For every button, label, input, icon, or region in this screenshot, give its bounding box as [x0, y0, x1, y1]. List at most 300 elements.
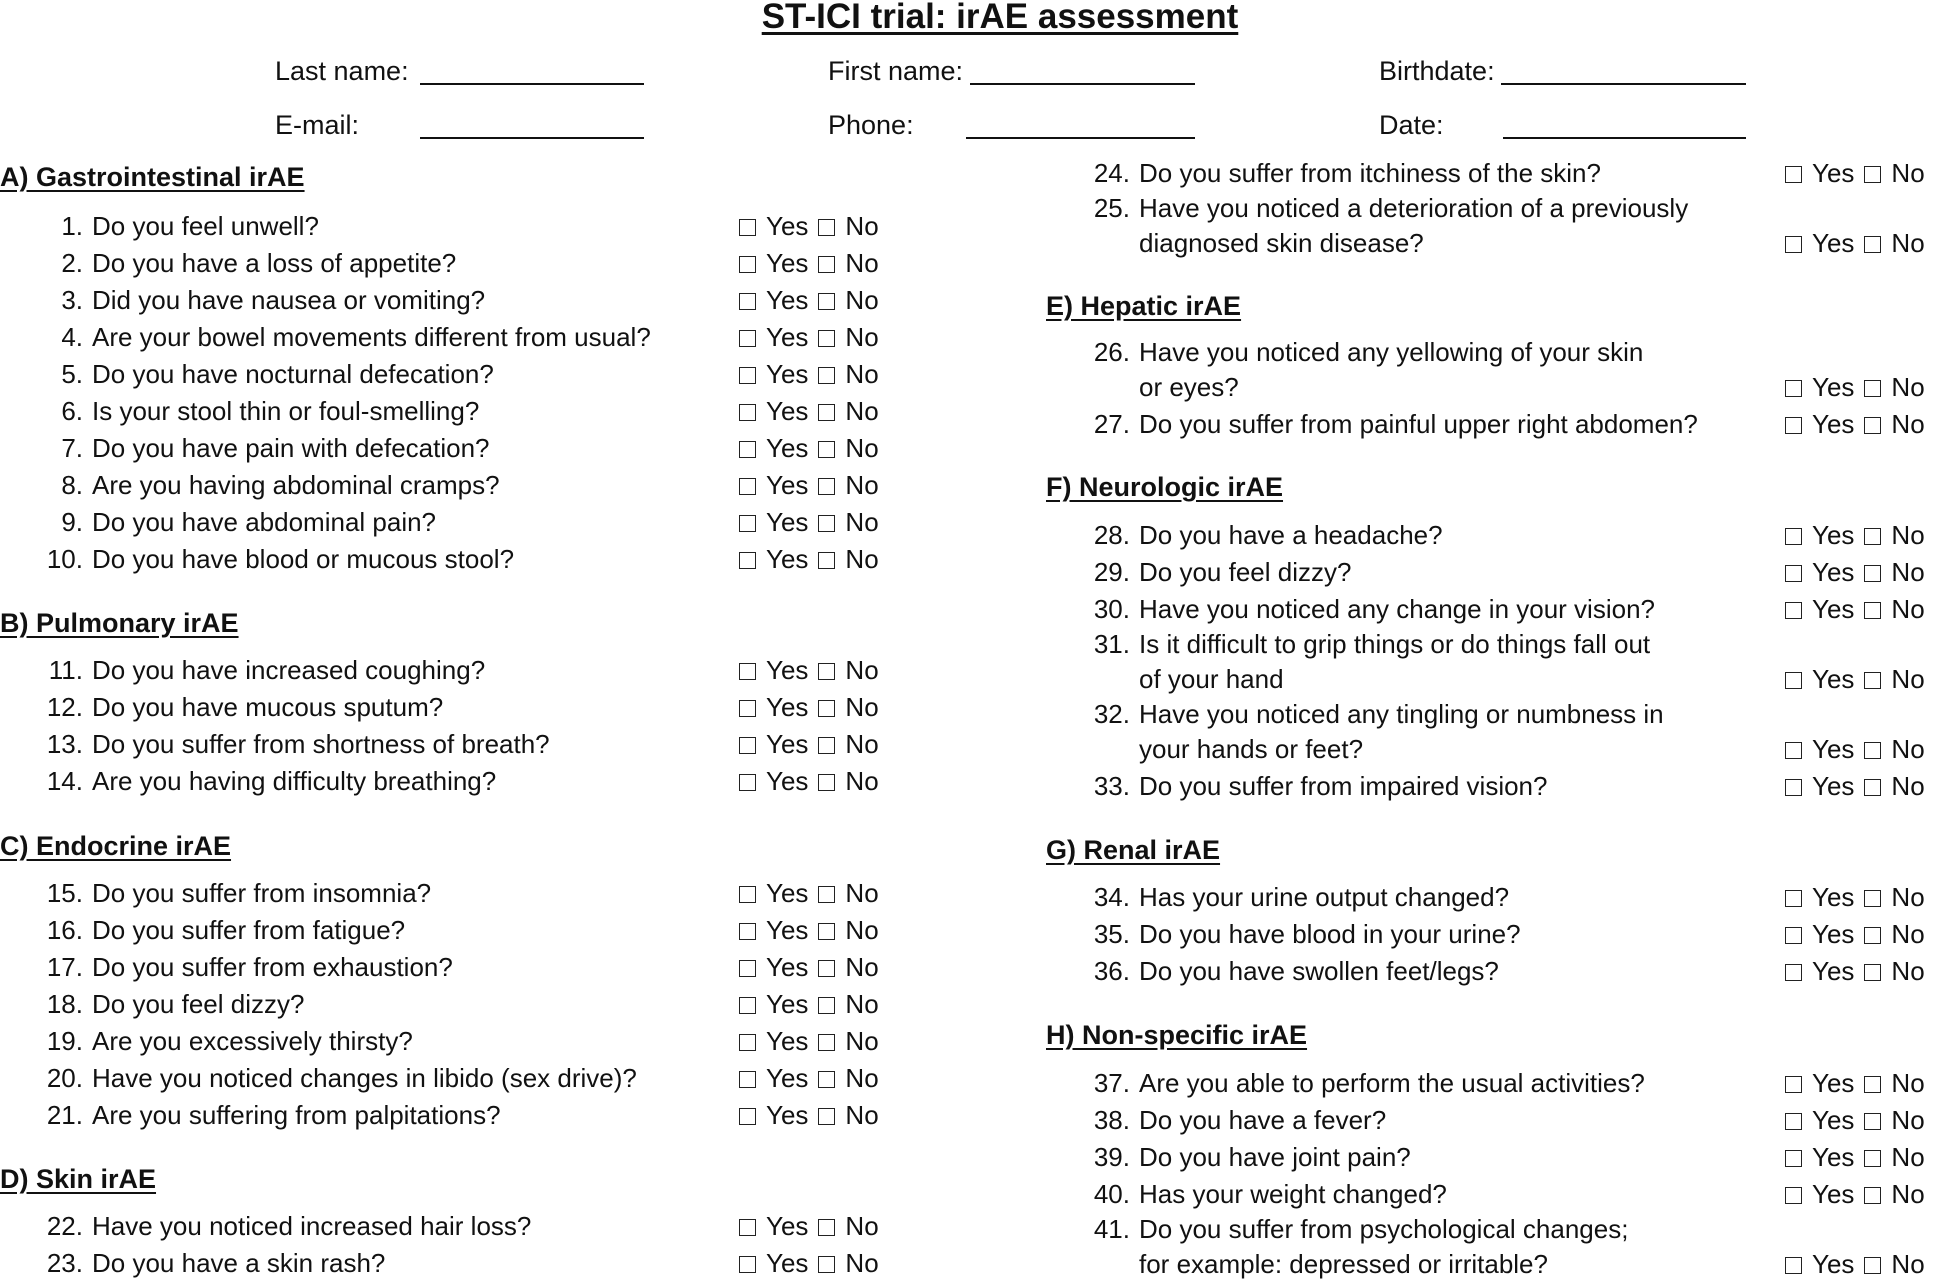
no-checkbox[interactable] [818, 774, 835, 791]
no-checkbox[interactable] [818, 552, 835, 569]
no-checkbox[interactable] [818, 1219, 835, 1236]
answer-options-q22 [739, 1211, 889, 1242]
no-checkbox[interactable] [1864, 1187, 1881, 1204]
last-name-label: Last name: [275, 56, 409, 86]
yes-checkbox[interactable] [1785, 672, 1802, 689]
no-label: No [1891, 919, 1925, 949]
section-g-heading: G) Renal irAE [1046, 835, 1221, 865]
no-checkbox[interactable] [1864, 779, 1881, 796]
yes-checkbox[interactable] [1785, 927, 1802, 944]
yes-checkbox[interactable] [739, 737, 756, 754]
no-checkbox[interactable] [818, 1256, 835, 1273]
question-text: Is your stool thin or foul-smelling? [92, 396, 480, 426]
no-label: No [845, 507, 879, 537]
section-h-heading: H) Non-specific irAE [1046, 1020, 1308, 1050]
question-text: Do you suffer from impaired vision? [1139, 771, 1548, 801]
no-checkbox[interactable] [818, 737, 835, 754]
yes-checkbox[interactable] [739, 1108, 756, 1125]
no-label: No [845, 433, 879, 463]
form-title: ST-ICI trial: irAE assessment [761, 0, 1239, 36]
no-label: No [845, 1248, 879, 1278]
question-number: 22. [46, 1211, 83, 1241]
answer-options-q16 [739, 915, 889, 946]
no-label: No [845, 359, 879, 389]
no-checkbox[interactable] [1864, 236, 1881, 253]
birthdate-input[interactable] [1501, 83, 1746, 85]
yes-label: Yes [1812, 557, 1855, 587]
question-number: 18. [46, 989, 83, 1019]
yes-label: Yes [1812, 520, 1855, 550]
no-label: No [1891, 557, 1925, 587]
question-text: Do you have increased coughing? [92, 655, 486, 685]
no-label: No [845, 285, 879, 315]
answer-options-q37 [1785, 1068, 1935, 1099]
question-text: Do you have swollen feet/legs? [1139, 956, 1499, 986]
yes-checkbox[interactable] [739, 1071, 756, 1088]
no-label: No [845, 470, 879, 500]
yes-label: Yes [766, 248, 809, 278]
question-number: 13. [46, 729, 83, 759]
question-number: 37. [1093, 1068, 1130, 1098]
yes-label: Yes [766, 544, 809, 574]
no-label: No [845, 396, 879, 426]
question-number: 24. [1093, 158, 1130, 188]
yes-label: Yes [1812, 594, 1855, 624]
question-text: Do you have nocturnal defecation? [92, 359, 494, 389]
yes-label: Yes [766, 1211, 809, 1241]
yes-checkbox[interactable] [739, 774, 756, 791]
yes-label: Yes [766, 655, 809, 685]
yes-checkbox[interactable] [739, 1034, 756, 1051]
yes-checkbox[interactable] [1785, 1187, 1802, 1204]
question-number: 23. [46, 1248, 83, 1278]
no-label: No [845, 1063, 879, 1093]
yes-label: Yes [766, 989, 809, 1019]
yes-label: Yes [766, 952, 809, 982]
no-label: No [845, 322, 879, 352]
yes-checkbox[interactable] [739, 256, 756, 273]
yes-label: Yes [1812, 771, 1855, 801]
answer-options-q9 [739, 507, 889, 538]
no-label: No [845, 544, 879, 574]
yes-label: Yes [1812, 664, 1855, 694]
yes-label: Yes [1812, 956, 1855, 986]
yes-checkbox[interactable] [1785, 417, 1802, 434]
yes-label: Yes [766, 396, 809, 426]
question-text: Do you feel unwell? [92, 211, 319, 241]
answer-options-q5 [739, 359, 889, 390]
yes-label: Yes [766, 285, 809, 315]
question-text: Have you noticed any yellowing of your skin [1139, 337, 1644, 367]
question-text: Has your urine output changed? [1139, 882, 1510, 912]
yes-label: Yes [766, 1026, 809, 1056]
question-text: Do you feel dizzy? [92, 989, 305, 1019]
yes-checkbox[interactable] [1785, 1150, 1802, 1167]
question-text: Have you noticed changes in libido (sex drive)? [92, 1063, 637, 1093]
question-text: Do you have joint pain? [1139, 1142, 1411, 1172]
question-text: Have you noticed increased hair loss? [92, 1211, 532, 1241]
question-text: Do you have pain with defecation? [92, 433, 490, 463]
answer-options-q32 [1785, 734, 1935, 765]
question-text: Do you have a loss of appetite? [92, 248, 457, 278]
no-label: No [1891, 771, 1925, 801]
question-number: 6. [61, 396, 83, 426]
section-f-heading: F) Neurologic irAE [1046, 472, 1284, 502]
section-a-heading: A) Gastrointestinal irAE [0, 162, 305, 192]
no-checkbox[interactable] [818, 330, 835, 347]
answer-options-q27 [1785, 409, 1935, 440]
answer-options-q18 [739, 989, 889, 1020]
no-checkbox[interactable] [1864, 602, 1881, 619]
no-checkbox[interactable] [818, 663, 835, 680]
answer-options-q41 [1785, 1249, 1935, 1280]
answer-options-q19 [739, 1026, 889, 1057]
answer-options-q4 [739, 322, 889, 353]
no-checkbox[interactable] [1864, 672, 1881, 689]
no-label: No [845, 952, 879, 982]
no-checkbox[interactable] [818, 256, 835, 273]
yes-checkbox[interactable] [739, 960, 756, 977]
no-checkbox[interactable] [818, 923, 835, 940]
no-checkbox[interactable] [818, 1108, 835, 1125]
no-label: No [845, 915, 879, 945]
question-number: 36. [1093, 956, 1130, 986]
answer-options-q23 [739, 1248, 889, 1279]
question-text: Do you have mucous sputum? [92, 692, 444, 722]
answer-options-q34 [1785, 882, 1935, 913]
question-text: for example: depressed or irritable? [1139, 1249, 1548, 1279]
question-text: Did you have nausea or vomiting? [92, 285, 486, 315]
yes-label: Yes [1812, 1105, 1855, 1135]
yes-label: Yes [766, 692, 809, 722]
no-checkbox[interactable] [1864, 1113, 1881, 1130]
no-label: No [1891, 520, 1925, 550]
question-number: 12. [46, 692, 83, 722]
yes-checkbox[interactable] [1785, 602, 1802, 619]
no-checkbox[interactable] [1864, 1076, 1881, 1093]
no-checkbox[interactable] [1864, 565, 1881, 582]
no-label: No [845, 878, 879, 908]
answer-options-q14 [739, 766, 889, 797]
question-number: 15. [46, 878, 83, 908]
question-number: 20. [46, 1063, 83, 1093]
answer-options-q7 [739, 433, 889, 464]
question-text: Do you have a headache? [1139, 520, 1443, 550]
email-label: E-mail: [275, 110, 360, 140]
no-label: No [845, 248, 879, 278]
yes-checkbox[interactable] [739, 441, 756, 458]
answer-options-q36 [1785, 956, 1935, 987]
yes-label: Yes [766, 322, 809, 352]
no-label: No [845, 211, 879, 241]
question-number: 40. [1093, 1179, 1130, 1209]
answer-options-q39 [1785, 1142, 1935, 1173]
phone-label: Phone: [828, 110, 914, 140]
question-number: 31. [1093, 629, 1130, 659]
yes-label: Yes [766, 1248, 809, 1278]
first-name-label: First name: [828, 56, 964, 86]
answer-options-q33 [1785, 771, 1935, 802]
yes-checkbox[interactable] [1785, 1257, 1802, 1274]
question-number: 25. [1093, 193, 1130, 223]
question-number: 34. [1093, 882, 1130, 912]
yes-checkbox[interactable] [739, 219, 756, 236]
yes-checkbox[interactable] [739, 1256, 756, 1273]
question-text: Have you noticed any tingling or numbness in [1139, 699, 1664, 729]
answer-options-q12 [739, 692, 889, 723]
question-text: of your hand [1139, 664, 1284, 694]
date-input[interactable] [1503, 137, 1746, 139]
question-number: 8. [61, 470, 83, 500]
answer-options-q24 [1785, 158, 1935, 189]
no-checkbox[interactable] [818, 404, 835, 421]
no-label: No [845, 989, 879, 1019]
question-number: 16. [46, 915, 83, 945]
yes-label: Yes [766, 433, 809, 463]
question-text: Are you suffering from palpitations? [92, 1100, 501, 1130]
yes-label: Yes [766, 211, 809, 241]
yes-label: Yes [1812, 919, 1855, 949]
question-number: 30. [1093, 594, 1130, 624]
yes-checkbox[interactable] [739, 663, 756, 680]
yes-label: Yes [1812, 1179, 1855, 1209]
no-checkbox[interactable] [818, 960, 835, 977]
yes-label: Yes [766, 1063, 809, 1093]
question-text: Are you having difficulty breathing? [92, 766, 497, 796]
no-label: No [1891, 956, 1925, 986]
no-label: No [845, 692, 879, 722]
no-label: No [1891, 158, 1925, 188]
yes-label: Yes [1812, 734, 1855, 764]
yes-label: Yes [1812, 882, 1855, 912]
question-number: 3. [61, 285, 83, 315]
no-checkbox[interactable] [1864, 890, 1881, 907]
answer-options-q25 [1785, 228, 1935, 259]
no-checkbox[interactable] [818, 441, 835, 458]
question-text: Do you suffer from exhaustion? [92, 952, 453, 982]
email-input[interactable] [420, 137, 644, 139]
question-text: Do you suffer from insomnia? [92, 878, 432, 908]
question-text: Are you having abdominal cramps? [92, 470, 500, 500]
question-text: Do you have blood in your urine? [1139, 919, 1521, 949]
first-name-input[interactable] [970, 83, 1195, 85]
question-number: 2. [61, 248, 83, 278]
answer-options-q26 [1785, 372, 1935, 403]
question-text: Do you suffer from psychological changes; [1139, 1214, 1629, 1244]
question-number: 19. [46, 1026, 83, 1056]
question-number: 38. [1093, 1105, 1130, 1135]
question-text: Has your weight changed? [1139, 1179, 1447, 1209]
no-label: No [1891, 1105, 1925, 1135]
yes-checkbox[interactable] [739, 700, 756, 717]
yes-checkbox[interactable] [1785, 964, 1802, 981]
no-checkbox[interactable] [1864, 927, 1881, 944]
yes-label: Yes [766, 915, 809, 945]
yes-checkbox[interactable] [739, 404, 756, 421]
answer-options-q1 [739, 211, 889, 242]
no-checkbox[interactable] [818, 367, 835, 384]
yes-label: Yes [766, 507, 809, 537]
question-text: Are you excessively thirsty? [92, 1026, 413, 1056]
no-checkbox[interactable] [818, 515, 835, 532]
no-label: No [845, 729, 879, 759]
yes-checkbox[interactable] [739, 923, 756, 940]
yes-label: Yes [1812, 228, 1855, 258]
no-label: No [845, 1211, 879, 1241]
no-checkbox[interactable] [818, 1034, 835, 1051]
yes-checkbox[interactable] [739, 478, 756, 495]
question-number: 17. [46, 952, 83, 982]
answer-options-q8 [739, 470, 889, 501]
question-text: Do you have a fever? [1139, 1105, 1387, 1135]
answer-options-q40 [1785, 1179, 1935, 1210]
answer-options-q3 [739, 285, 889, 316]
no-label: No [1891, 1142, 1925, 1172]
yes-checkbox[interactable] [739, 552, 756, 569]
question-number: 39. [1093, 1142, 1130, 1172]
answer-options-q6 [739, 396, 889, 427]
question-number: 11. [48, 655, 83, 685]
question-text: Have you noticed any change in your vision? [1139, 594, 1655, 624]
question-number: 14. [46, 766, 83, 796]
question-text: Do you have a skin rash? [92, 1248, 386, 1278]
section-c-heading: C) Endocrine irAE [0, 831, 232, 861]
answer-options-q35 [1785, 919, 1935, 950]
no-label: No [845, 655, 879, 685]
yes-checkbox[interactable] [739, 997, 756, 1014]
question-number: 1. [61, 211, 83, 241]
answer-options-q21 [739, 1100, 889, 1131]
answer-options-q15 [739, 878, 889, 909]
question-number: 26. [1093, 337, 1130, 367]
section-d-heading: D) Skin irAE [0, 1164, 157, 1194]
yes-label: Yes [1812, 1068, 1855, 1098]
yes-checkbox[interactable] [1785, 528, 1802, 545]
no-checkbox[interactable] [818, 293, 835, 310]
no-label: No [845, 1100, 879, 1130]
yes-label: Yes [1812, 1249, 1855, 1279]
question-number: 27. [1093, 409, 1130, 439]
no-checkbox[interactable] [1864, 417, 1881, 434]
no-checkbox[interactable] [818, 1071, 835, 1088]
question-number: 33. [1093, 771, 1130, 801]
yes-label: Yes [766, 1100, 809, 1130]
no-checkbox[interactable] [818, 886, 835, 903]
yes-label: Yes [1812, 409, 1855, 439]
answer-options-q20 [739, 1063, 889, 1094]
answer-options-q13 [739, 729, 889, 760]
question-text: Is it difficult to grip things or do things fall out [1139, 629, 1651, 659]
no-checkbox[interactable] [818, 478, 835, 495]
answer-options-q31 [1785, 664, 1935, 695]
question-text: Do you feel dizzy? [1139, 557, 1352, 587]
yes-label: Yes [766, 359, 809, 389]
no-label: No [1891, 1179, 1925, 1209]
question-text: Do you have blood or mucous stool? [92, 544, 515, 574]
question-text: Do you suffer from fatigue? [92, 915, 406, 945]
yes-checkbox[interactable] [1785, 890, 1802, 907]
answer-options-q10 [739, 544, 889, 575]
yes-checkbox[interactable] [1785, 1113, 1802, 1130]
no-label: No [1891, 409, 1925, 439]
answer-options-q11 [739, 655, 889, 686]
answer-options-q28 [1785, 520, 1935, 551]
question-number: 35. [1093, 919, 1130, 949]
question-number: 5. [61, 359, 83, 389]
question-number: 41. [1093, 1214, 1130, 1244]
answer-options-q2 [739, 248, 889, 279]
yes-checkbox[interactable] [1785, 236, 1802, 253]
yes-checkbox[interactable] [739, 515, 756, 532]
question-text: Do you suffer from painful upper right abdomen? [1139, 409, 1698, 439]
yes-label: Yes [1812, 158, 1855, 188]
yes-checkbox[interactable] [739, 367, 756, 384]
question-text: your hands or feet? [1139, 734, 1364, 764]
no-label: No [1891, 372, 1925, 402]
no-checkbox[interactable] [1864, 1257, 1881, 1274]
answer-options-q30 [1785, 594, 1935, 625]
no-label: No [1891, 594, 1925, 624]
no-label: No [1891, 734, 1925, 764]
yes-checkbox[interactable] [1785, 779, 1802, 796]
yes-checkbox[interactable] [739, 1219, 756, 1236]
answer-options-q29 [1785, 557, 1935, 588]
question-number: 21. [46, 1100, 83, 1130]
yes-label: Yes [766, 878, 809, 908]
question-number: 28. [1093, 520, 1130, 550]
yes-checkbox[interactable] [739, 330, 756, 347]
no-checkbox[interactable] [1864, 166, 1881, 183]
question-text: Are you able to perform the usual activities? [1139, 1068, 1645, 1098]
yes-checkbox[interactable] [739, 293, 756, 310]
yes-checkbox[interactable] [1785, 1076, 1802, 1093]
question-number: 7. [61, 433, 83, 463]
phone-input[interactable] [966, 137, 1195, 139]
no-label: No [1891, 1249, 1925, 1279]
no-checkbox[interactable] [1864, 1150, 1881, 1167]
last-name-input[interactable] [420, 83, 644, 85]
question-text: Do you suffer from shortness of breath? [92, 729, 550, 759]
question-number: 10. [46, 544, 83, 574]
question-text: diagnosed skin disease? [1139, 228, 1424, 258]
yes-checkbox[interactable] [1785, 565, 1802, 582]
yes-checkbox[interactable] [1785, 742, 1802, 759]
no-checkbox[interactable] [818, 219, 835, 236]
answer-options-q17 [739, 952, 889, 983]
yes-label: Yes [1812, 372, 1855, 402]
yes-checkbox[interactable] [1785, 380, 1802, 397]
no-checkbox[interactable] [1864, 742, 1881, 759]
question-text: Have you noticed a deterioration of a previously [1139, 193, 1689, 223]
answer-options-q38 [1785, 1105, 1935, 1136]
birthdate-label: Birthdate: [1379, 56, 1495, 86]
date-label: Date: [1379, 110, 1444, 140]
no-label: No [1891, 664, 1925, 694]
no-label: No [1891, 882, 1925, 912]
no-checkbox[interactable] [1864, 380, 1881, 397]
yes-checkbox[interactable] [739, 886, 756, 903]
no-checkbox[interactable] [1864, 964, 1881, 981]
question-text: Do you have abdominal pain? [92, 507, 437, 537]
yes-checkbox[interactable] [1785, 166, 1802, 183]
no-label: No [1891, 228, 1925, 258]
question-number: 9. [61, 507, 83, 537]
no-checkbox[interactable] [818, 997, 835, 1014]
no-checkbox[interactable] [1864, 528, 1881, 545]
question-number: 32. [1093, 699, 1130, 729]
no-checkbox[interactable] [818, 700, 835, 717]
yes-label: Yes [766, 729, 809, 759]
